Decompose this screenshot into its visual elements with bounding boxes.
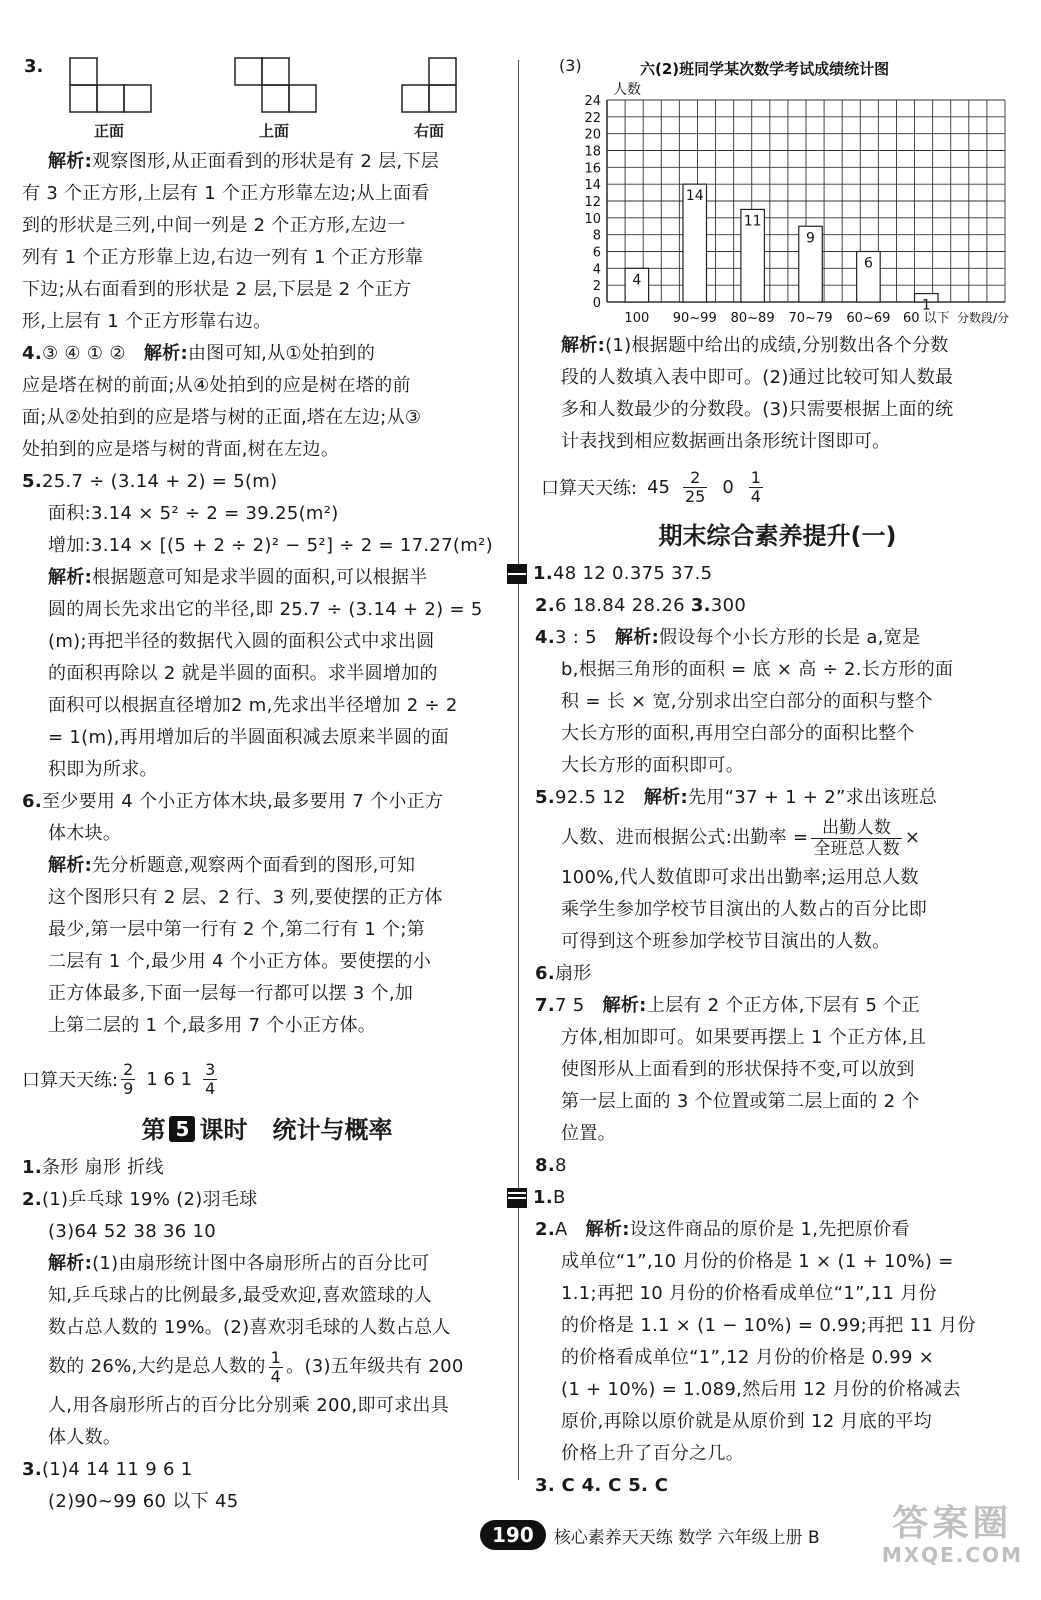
x-tick-label: 80~89 — [730, 311, 775, 326]
chart-analysis-line: 段的人数填入表中即可。(2)通过比较可知人数最 — [561, 367, 954, 388]
oral-practice-left: 口算天天练: $\frac{2}{9}$ 1 6 1 $\frac{3}{4}$ — [22, 1059, 216, 1098]
q6-analysis-line: 这个图形只有 2 层、2 行、3 列,要使摆的正方体 — [48, 887, 443, 908]
s3-line: (2)90~99 60 以下 45 — [48, 1491, 239, 1512]
q3-analysis-line: 形,上层有 1 个正方形靠右边。 — [22, 311, 272, 332]
bar-value-label: 11 — [743, 213, 762, 230]
front-view-square — [70, 58, 97, 85]
part-one-marker — [507, 564, 527, 584]
x-tick-label: 90~99 — [672, 311, 717, 326]
part1-q7-line: 7.7 5 解析:上层有 2 个正方体,下层有 5 个正 — [535, 995, 920, 1016]
q6-analysis-line: 解析:先分析题意,观察两个面看到的图形,可知 — [48, 855, 416, 876]
x-tick-label: 60~69 — [846, 311, 891, 326]
chart-analysis-line: 多和人数最少的分数段。(3)只需要根据上面的统 — [561, 399, 954, 420]
q5-line: 5.25.7 ÷ (3.14 + 2) = 5(m) — [22, 471, 278, 492]
top-view-label: 上面 — [259, 122, 290, 140]
q3-analysis-line: 下边;从右面看到的形状是 2 层,下层是 2 个正方 — [22, 279, 412, 300]
y-tick-label: 18 — [584, 144, 601, 160]
q5-analysis-line: 面积可以根据直径增加2 m,先求出半径增加 2 ÷ 2 — [48, 695, 458, 716]
right-view-label: 右面 — [414, 122, 445, 140]
lesson-title: 第 5 课时 统计与概率 — [141, 1116, 393, 1144]
bar-value-label: 9 — [806, 230, 815, 247]
right-column — [535, 50, 1020, 1502]
q6-analysis-line: 最少,第一层中第一行有 2 个,第二行有 1 个;第 — [48, 919, 426, 940]
part-two-marker — [507, 1188, 527, 1208]
part2-q2-analysis: 的价格看成单位“1”,12 月份的价格是 0.99 × — [561, 1347, 935, 1368]
site-watermark: 答案圈 MXQE.COM — [881, 1503, 1023, 1567]
x-tick-label: 70~79 — [788, 311, 833, 326]
q3-analysis-line: 到的形状是三列,中间一列是 2 个正方形,左边一 — [22, 215, 406, 236]
y-tick-label: 0 — [592, 296, 601, 311]
part2-q1-line: 1.B — [507, 1182, 1020, 1214]
y-tick-label: 6 — [592, 245, 601, 261]
part2-q2-analysis: 1.1;再把 10 月份的价格看成单位“1”,11 月份 — [561, 1283, 937, 1304]
fraction: $\frac{1}{4}$ — [270, 1347, 282, 1386]
part2-q2-analysis: 的价格是 1.1 × (1 − 10%) = 0.99;再把 11 月份 — [561, 1315, 976, 1336]
chart-analysis-line: 计表找到相应数据画出条形统计图即可。 — [561, 431, 891, 452]
part1-q5-formula: 人数、进而根据公式:出勤率 = $\frac{\text{出勤人数}}{\text{全班总人数}}$ × — [561, 817, 921, 859]
front-view-label: 正面 — [94, 122, 125, 140]
q6-analysis-line: 二层有 1 个,最少用 4 个小正方体。要使摆的小 — [48, 951, 432, 972]
y-tick-label: 14 — [584, 178, 601, 194]
part1-q2-line: 2.6 18.84 28.26 3.300 — [535, 595, 747, 616]
fraction: $\frac{2}{9}$ — [123, 1059, 134, 1098]
part1-q5-line: 5.92.5 12 解析:先用“37 + 1 + 2”求出该班总 — [535, 787, 938, 808]
s3-line: 3.(1)4 14 11 9 6 1 — [22, 1459, 193, 1480]
part1-q5-analysis: 100%,代人数值即可求出出勤率;运用总人数 — [561, 867, 919, 888]
y-tick-label: 24 — [584, 94, 601, 109]
part1-q4-analysis: 大长方形的面积即可。 — [561, 755, 744, 776]
part1-q7-analysis: 位置。 — [561, 1123, 616, 1144]
part1-q5-analysis: 乘学生参加学校节目演出的人数占的百分比即 — [561, 899, 927, 920]
y-tick-label: 2 — [592, 279, 601, 295]
fraction: $\frac{1}{4}$ — [750, 467, 761, 506]
q3-number: 3. — [24, 56, 44, 77]
q5-analysis-line: = 1(m),再用增加后的半圆面积减去原来半圆的面 — [48, 727, 450, 748]
part1-q7-analysis: 方体,相加即可。如果要再摆上 1 个正方体,且 — [561, 1027, 927, 1048]
q6-analysis-line: 正方体最多,下面一层每一行都可以摆 3 个,加 — [48, 983, 414, 1004]
bar-value-label: 4 — [632, 272, 642, 289]
chart-analysis-line: 解析:(1)根据题中给出的成绩,分别数出各个分数 — [561, 335, 949, 356]
chart-title: 六(2)班同学某次数学考试成绩统计图 — [640, 60, 890, 78]
s2-analysis-line: 人,用各扇形所占的百分比分别乘 200,即可求出具 — [48, 1395, 450, 1416]
footer-text: 核心素养天天练 数学 六年级上册 B — [553, 1527, 820, 1548]
bar-value-label: 6 — [863, 255, 873, 272]
s2-line: (3)64 52 38 36 10 — [48, 1221, 217, 1242]
part1-q4-line: 4.3 : 5 解析:假设每个小长方形的长是 a,宽是 — [535, 627, 921, 648]
s2-analysis-line: 解析:(1)由扇形统计图中各扇形所占的百分比可 — [48, 1253, 430, 1274]
q5-analysis-line: 圆的周长先求出它的半径,即 25.7 ÷ (3.14 + 2) = 5 — [48, 599, 483, 620]
q5-analysis-line: 的面积再除以 2 就是半圆的面积。求半圆增加的 — [48, 663, 438, 684]
q3-analysis-line: 列有 1 个正方形靠上边,右边一列有 1 个正方形靠 — [22, 247, 424, 268]
q4-analysis-line: 处拍到的应是塔与树的背面,树在左边。 — [22, 439, 340, 460]
q5-analysis-line: 积即为所求。 — [48, 759, 158, 780]
lesson-number-badge: 5 — [169, 1116, 195, 1142]
part2-q2-analysis: 成单位“1”,10 月份的价格是 1 × (1 + 10%) = — [561, 1251, 954, 1272]
y-tick-label: 16 — [584, 161, 601, 177]
q6-line: 6.至少要用 4 个小正方体木块,最多要用 7 个小正方 — [22, 791, 444, 812]
part1-q6-line: 6.扇形 — [535, 963, 592, 984]
part1-q4-analysis: b,根据三角形的面积 = 底 × 高 ÷ 2.长方形的面 — [561, 659, 954, 680]
q3-analysis-line: 有 3 个正方形,上层有 1 个正方形靠左边;从上面看 — [22, 183, 430, 204]
y-tick-label: 4 — [592, 262, 601, 278]
bar-value-label: 1 — [921, 297, 931, 314]
part1-q4-analysis: 大长方形的面积,再用空白部分的面积比整个 — [561, 723, 915, 744]
column-divider — [518, 60, 519, 1480]
part1-q4-analysis: 积 = 长 × 宽,分别求出空白部分的面积与整个 — [561, 691, 933, 712]
part2-q2-analysis: 原价,再除以原价就是从原价到 12 月底的平均 — [561, 1411, 932, 1432]
s2-line: 2.(1)乒乓球 19% (2)羽毛球 — [22, 1189, 258, 1210]
bar-chart-block — [535, 50, 1020, 330]
y-tick-label: 12 — [584, 195, 601, 210]
s2-analysis-line: 知,乒乓球占的比例最多,最受欢迎,喜欢篮球的人 — [48, 1285, 433, 1306]
q5-area-line: 面积:3.14 × 5² ÷ 2 = 39.25(m²) — [48, 503, 339, 524]
part1-q8-line: 8.8 — [535, 1155, 567, 1176]
y-axis-label: 人数 — [613, 82, 641, 98]
bar-value-label: 14 — [685, 188, 704, 205]
s2-analysis-line: 体人数。 — [48, 1427, 122, 1448]
y-tick-label: 22 — [584, 110, 601, 126]
q5-analysis-line: 解析:根据题意可知是求半圆的面积,可以根据半 — [48, 567, 428, 588]
s1-line: 1.条形 扇形 折线 — [22, 1157, 164, 1178]
left-column — [22, 50, 512, 1518]
q4-analysis-line: 应是塔在树的前面;从④处拍到的应是树在塔的前 — [22, 375, 411, 396]
section-title: 期末综合素养提升(一) — [658, 522, 897, 550]
chart-label: (3) — [559, 56, 582, 75]
part2-q2-analysis: (1 + 10%) = 1.089,然后用 12 月份的价格减去 — [561, 1379, 961, 1400]
part1-q5-analysis: 可得到这个班参加学校节目演出的人数。 — [561, 931, 891, 952]
q5-increase-line: 增加:3.14 × [(5 + 2 ÷ 2)² − 5²] ÷ 2 = 17.27(m²) — [48, 535, 493, 556]
q6-analysis-line: 上第二层的 1 个,最多用 7 个小正方体。 — [48, 1015, 377, 1036]
part2-q2-line: 2.A 解析:设这件商品的原价是 1,先把原价看 — [535, 1219, 910, 1240]
score-bar-chart — [535, 50, 1020, 330]
q3-analysis-line: 解析:观察图形,从正面看到的形状是有 2 层,下层 — [48, 151, 440, 172]
q6-line: 体木块。 — [48, 823, 122, 844]
part2-q3-line: 3. C 4. C 5. C — [535, 1475, 669, 1496]
y-tick-label: 20 — [584, 127, 601, 143]
oral-practice-right: 口算天天练: 45 $\frac{2}{25}$ 0 $\frac{1}{4}$ — [541, 467, 761, 506]
s2-analysis-line: 数占总人数的 19%。(2)喜欢羽毛球的人数占总人 — [48, 1317, 451, 1338]
fraction: $\frac{3}{4}$ — [205, 1059, 216, 1098]
part1-q7-analysis: 第一层上面的 3 个位置或第二层上面的 2 个 — [561, 1091, 920, 1112]
q5-analysis-line: (m);再把半径的数据代入圆的面积公式中求出圆 — [48, 631, 435, 652]
part1-q7-analysis: 使图形从上面看到的形状保持不变,可以放到 — [561, 1059, 915, 1080]
s2-analysis-line: 数的 26%,大约是总人数的 $\frac{1}{4}$ 。(3)五年级共有 200 — [48, 1347, 464, 1386]
page-number: 190 — [480, 1520, 546, 1550]
y-tick-label: 8 — [592, 228, 601, 244]
x-tick-label: 60 以下 — [902, 311, 950, 326]
y-tick-label: 10 — [584, 211, 601, 227]
fraction: $\frac{\text{出勤人数}}{\text{全班总人数}}$ — [813, 817, 900, 859]
x-tick-label: 100 — [624, 311, 650, 326]
q4-line: 4.③ ④ ① ② 解析:由图可知,从①处拍到的 — [22, 343, 376, 364]
x-axis-label: 分数段/分 — [956, 311, 1009, 325]
part1-q1-line: 1.48 12 0.375 37.5 — [507, 558, 1020, 590]
q4-analysis-line: 面;从②处拍到的应是塔与树的正面,塔在左边;从③ — [22, 407, 422, 428]
part2-q2-analysis: 价格上升了百分之几。 — [561, 1443, 744, 1464]
q3-figures — [22, 50, 512, 146]
page-footer — [480, 1515, 820, 1555]
fraction: $\frac{2}{25}$ — [684, 467, 706, 506]
